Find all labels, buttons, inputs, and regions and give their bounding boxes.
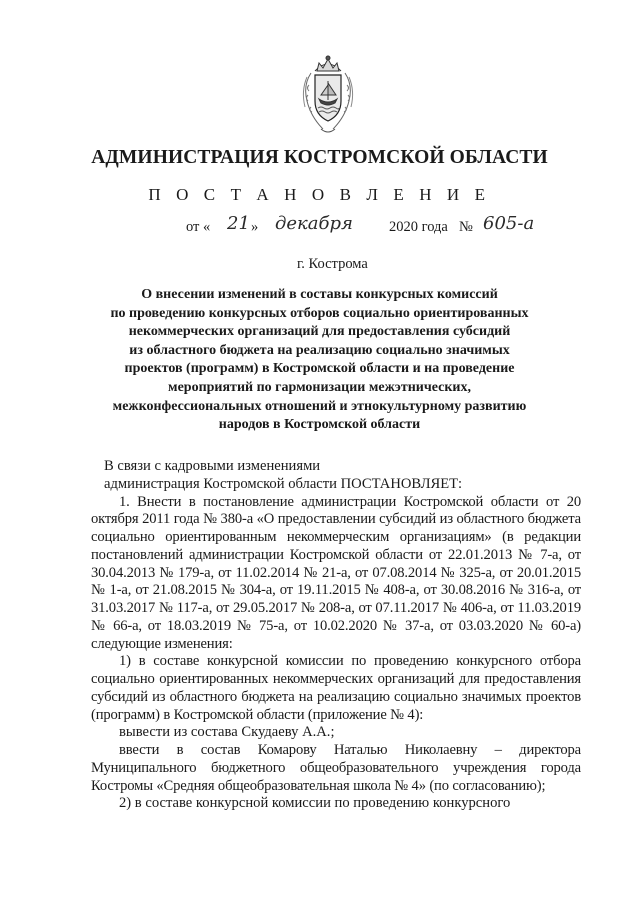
title-line: народов в Костромской области (218, 417, 421, 433)
document-body (91, 458, 581, 813)
document-type: П О С Т А Н О В Л Е Н И Е (148, 185, 491, 204)
number-label: № (459, 219, 473, 235)
point-1: 1. Внести в постановление администрации Костромской области от 20 октября 2011 года № 380-а «О предоставлении субсидий из областного бюджета социально ориентированным некоммерческим организациям» (в редакции постановлений администрации Костромской области от 22.01.2013 № 7-а, от 30.04.2013 № 179-а, от 11.02.2014 № 21-а, от 07.08.2014 № 325-а, от 20.01.2015 № 1-а, от 21.08.2015 № 304-а, от 19.11.2015 № 408-а, от 30.08.2016 № 316-а, от 31.03.2017 № 117-а, от 29.05.2017 № 208-а, от 07.11.2017 № 406-а, от 11.03.2019 № 66-а, от 18.03.2019 № 75-а, от 10.02.2020 № 37-а, от 03.03.2020 № 60-а) следующие изменения: (91, 493, 581, 652)
title-line: О внесении изменений в составы конкурсных комиссий (141, 287, 498, 302)
date-prefix: от « (186, 219, 211, 235)
date-close-quote: » (251, 219, 259, 235)
document-number: 605-а (483, 213, 535, 234)
date-year: 2020 года (389, 219, 448, 235)
coat-of-arms-icon (297, 55, 359, 137)
add-member: ввести в состав Комарову Наталью Николаевну – директора Муниципального бюджетного общеобразовательного учреждения города Костромы «Средняя общеобразовательная школа № 4» (по согласованию); (91, 742, 581, 794)
organization-name: АДМИНИСТРАЦИЯ КОСТРОМСКОЙ ОБЛАСТИ (91, 147, 548, 168)
title-line: мероприятий по гармонизации межэтнических, (168, 379, 471, 395)
subpoint-1: 1) в составе конкурсной комиссии по проведению конкурсного отбора социально ориентированных некоммерческих организаций для предоставления субсидий из областного бюджета на реализацию социально значимых проектов (программ) в Костромской области (приложение № 4): (91, 653, 581, 723)
date-month: декабря (275, 213, 353, 234)
date-day: 21 (227, 213, 250, 234)
document-title (0, 286, 639, 435)
subpoint-2: 2) в составе конкурсной комиссии по проведению конкурсного (119, 795, 511, 812)
title-line: некоммерческих организаций для предоставления субсидий (128, 324, 511, 340)
title-line: из областного бюджета на реализацию социально значимых (129, 342, 510, 358)
intro-line-2: администрация Костромской области ПОСТАНОВЛЯЕТ: (104, 475, 463, 492)
intro-line-1: В связи с кадровыми изменениями (104, 458, 321, 474)
city: г. Кострома (297, 256, 368, 272)
title-line: проектов (программ) в Костромской области и на проведение (124, 361, 515, 377)
title-line: межконфессиональных отношений и этнокультурному развитию (112, 398, 527, 414)
remove-member: вывести из состава Скудаеву А.А.; (119, 724, 335, 741)
title-line: по проведению конкурсных отборов социально ориентированных (110, 305, 529, 321)
